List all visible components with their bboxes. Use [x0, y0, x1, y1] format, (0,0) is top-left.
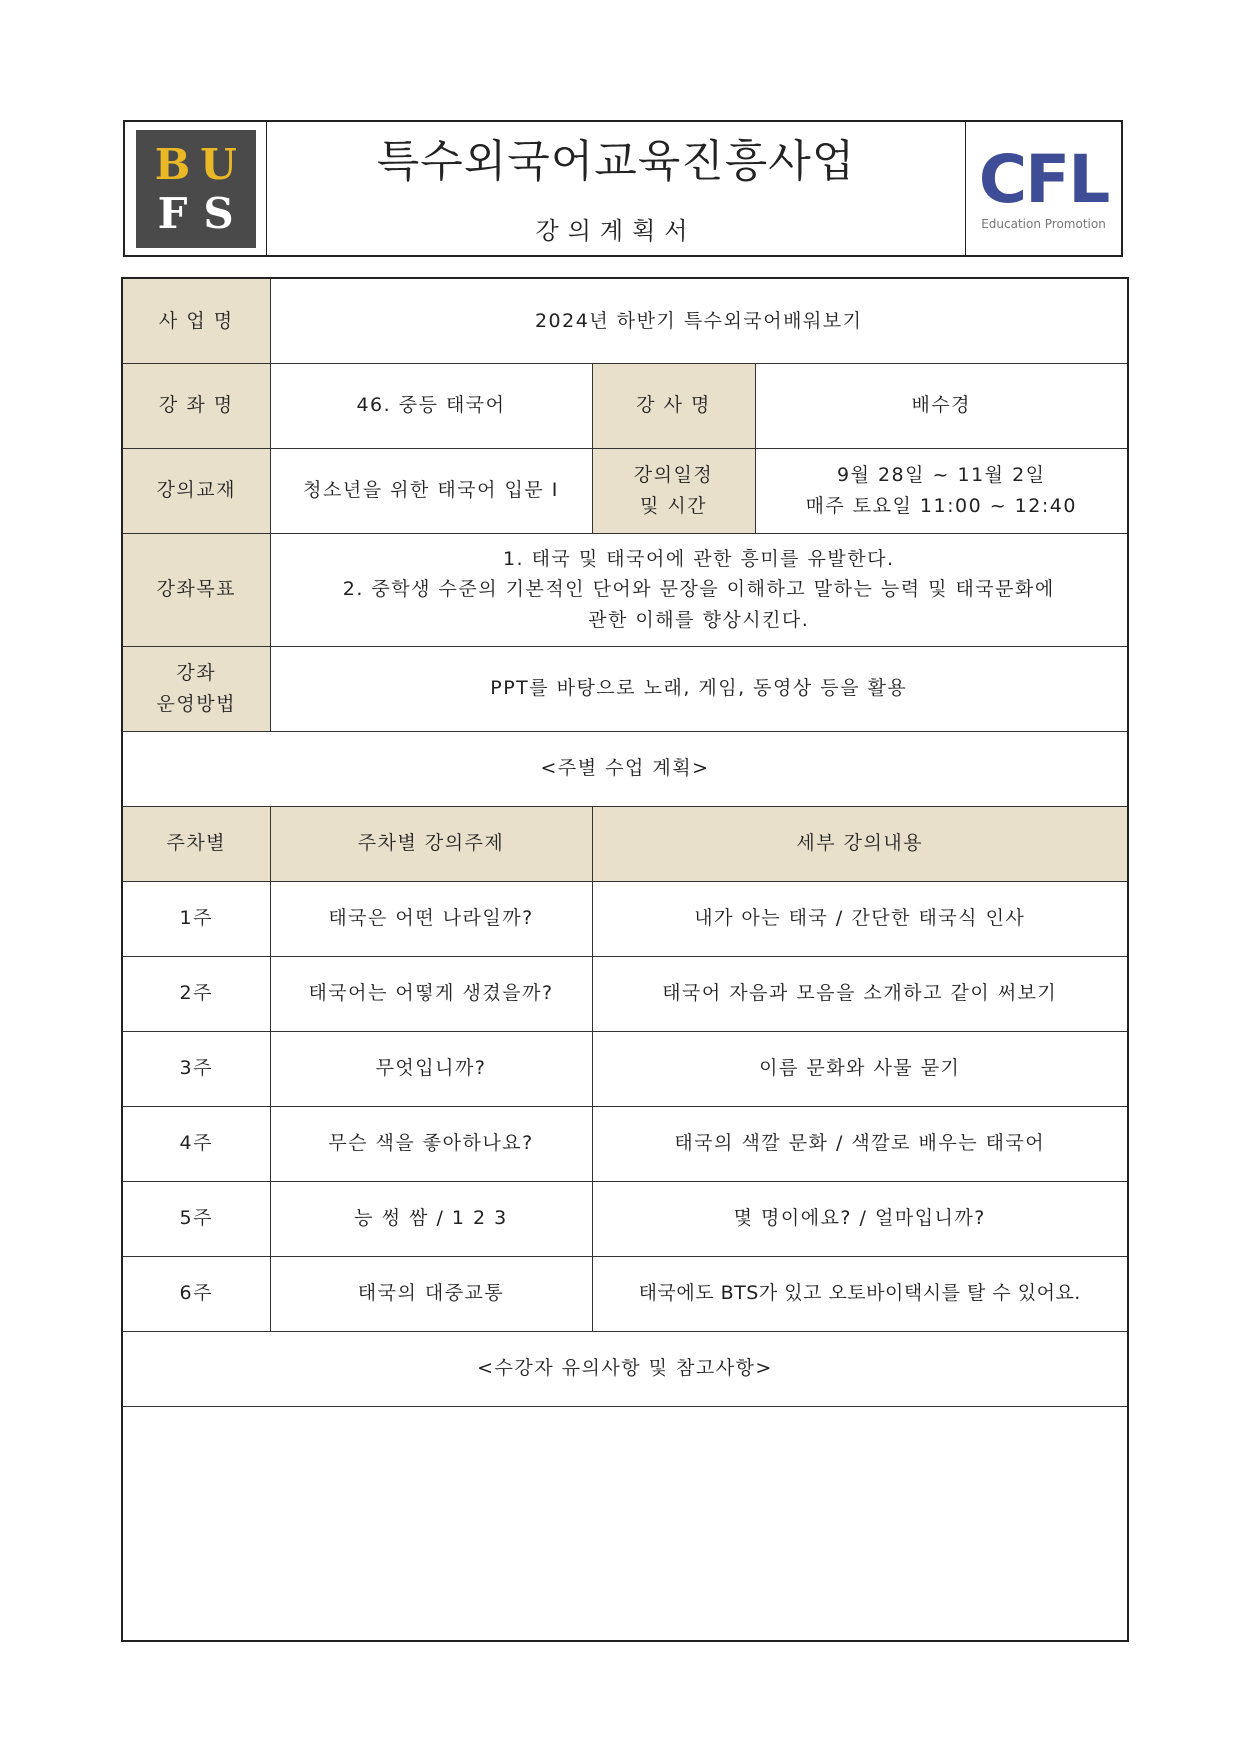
goal-row — [122, 533, 1128, 646]
goal-line: 2. 중학생 수준의 기본적인 단어와 문장을 이해하고 말하는 능력 및 태국문화에 — [342, 578, 1055, 601]
textbook-row — [122, 448, 1128, 533]
notes-row — [122, 1406, 1128, 1641]
weekly-header-row — [122, 806, 1128, 881]
document-header — [123, 120, 1123, 257]
table-row — [122, 1106, 1128, 1181]
detail-cell: 내가 아는 태국 / 간단한 태국식 인사 — [592, 881, 1128, 956]
table-row — [122, 1181, 1128, 1256]
topic-cell: 태국의 대중교통 — [270, 1256, 592, 1331]
goal-value — [270, 533, 1128, 646]
detail-cell: 몇 명이에요? / 얼마입니까? — [592, 1181, 1128, 1256]
cfl-logo — [965, 122, 1121, 255]
topic-cell: 능 썽 쌈 / 1 2 3 — [270, 1181, 592, 1256]
schedule-value — [755, 448, 1128, 533]
schedule-label-line: 강의일정 — [633, 464, 714, 487]
project-value: 2024년 하반기 특수외국어배워보기 — [270, 278, 1128, 363]
schedule-label — [592, 448, 755, 533]
logo-letter: F — [157, 188, 188, 238]
notes-section-title: <수강자 유의사항 및 참고사항> — [122, 1331, 1128, 1406]
col-week-header: 주차별 — [122, 806, 270, 881]
project-label: 사 업 명 — [122, 278, 270, 363]
table-row — [122, 1031, 1128, 1106]
course-label: 강 좌 명 — [122, 363, 270, 448]
detail-cell: 태국의 색깔 문화 / 색깔로 배우는 태국어 — [592, 1106, 1128, 1181]
goal-line: 1. 태국 및 태국어에 관한 흥미를 유발한다. — [502, 547, 895, 570]
goal-label: 강좌목표 — [122, 533, 270, 646]
table-row — [122, 881, 1128, 956]
week-cell: 5주 — [122, 1181, 270, 1256]
weekly-section-row — [122, 731, 1128, 806]
document-title: 특수외국어교육진흥사업 — [376, 136, 856, 187]
course-value: 46. 중등 태국어 — [270, 363, 592, 448]
notes-content — [122, 1406, 1128, 1641]
instructor-label: 강 사 명 — [592, 363, 755, 448]
topic-cell: 무슨 색을 좋아하나요? — [270, 1106, 592, 1181]
document-subtitle: 강의계획서 — [535, 217, 697, 245]
week-cell: 1주 — [122, 881, 270, 956]
course-plan-table — [121, 277, 1129, 1642]
textbook-value: 청소년을 위한 태국어 입문 Ⅰ — [270, 448, 592, 533]
topic-cell: 태국은 어떤 나라일까? — [270, 881, 592, 956]
method-label-line: 강좌 — [176, 662, 217, 685]
topic-cell: 무엇입니까? — [270, 1031, 592, 1106]
table-row — [122, 1256, 1128, 1331]
instructor-value: 배수경 — [755, 363, 1128, 448]
project-row — [122, 278, 1128, 363]
topic-cell: 태국어는 어떻게 생겼을까? — [270, 956, 592, 1031]
week-cell: 4주 — [122, 1106, 270, 1181]
method-row — [122, 646, 1128, 731]
course-row — [122, 363, 1128, 448]
logo-letter: U — [200, 139, 237, 189]
method-label — [122, 646, 270, 731]
cfl-logo-text: CFL — [978, 140, 1109, 218]
bufs-logo — [125, 122, 267, 255]
col-topic-header: 주차별 강의주제 — [270, 806, 592, 881]
logo-letter: B — [154, 139, 191, 189]
method-label-line: 운영방법 — [156, 692, 236, 715]
schedule-dates: 9월 28일 ~ 11월 2일 — [836, 464, 1046, 487]
table-row — [122, 956, 1128, 1031]
weekly-section-title: <주별 수업 계획> — [122, 731, 1128, 806]
week-cell: 2주 — [122, 956, 270, 1031]
detail-cell: 태국어 자음과 모음을 소개하고 같이 써보기 — [592, 956, 1128, 1031]
schedule-label-line: 및 시간 — [639, 494, 708, 517]
col-detail-header: 세부 강의내용 — [592, 806, 1128, 881]
method-value: PPT를 바탕으로 노래, 게임, 동영상 등을 활용 — [270, 646, 1128, 731]
week-cell: 6주 — [122, 1256, 270, 1331]
week-cell: 3주 — [122, 1031, 270, 1106]
cfl-logo-subtext: Education Promotion — [981, 216, 1106, 231]
detail-cell: 태국에도 BTS가 있고 오토바이택시를 탈 수 있어요. — [592, 1256, 1128, 1331]
goal-line: 관한 이해를 향상시킨다. — [588, 608, 810, 631]
textbook-label: 강의교재 — [122, 448, 270, 533]
logo-letter: S — [203, 188, 234, 238]
schedule-time: 매주 토요일 11:00 ~ 12:40 — [805, 494, 1077, 517]
notes-section-row — [122, 1331, 1128, 1406]
detail-cell: 이름 문화와 사물 묻기 — [592, 1031, 1128, 1106]
